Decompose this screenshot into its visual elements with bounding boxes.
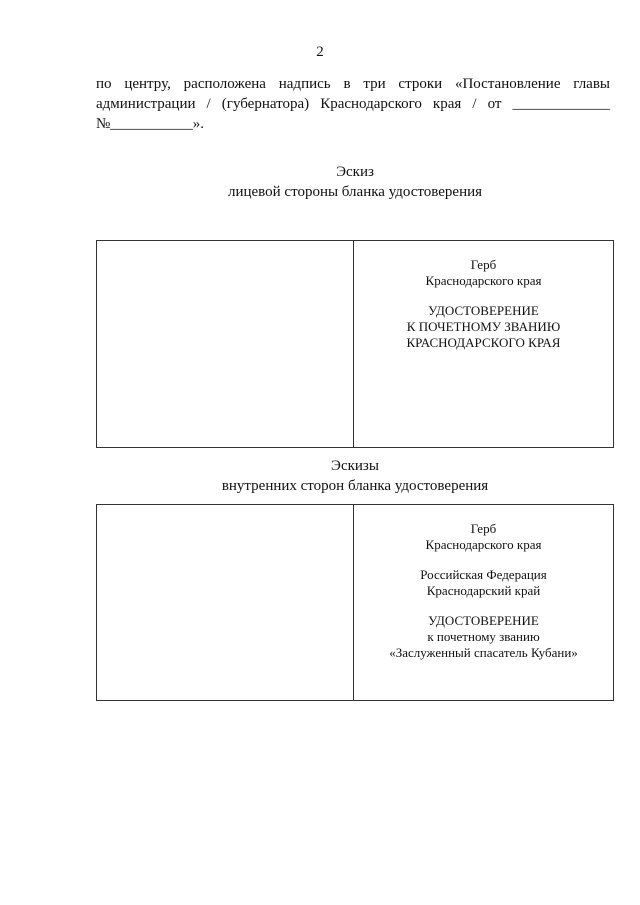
front-sketch-form [96, 240, 614, 448]
front-sketch-left-panel [97, 241, 354, 447]
front-emblem-line2: Краснодарского края [425, 273, 542, 288]
inner-sketch-heading-line1: Эскизы [331, 458, 379, 474]
intro-line-1: по центру, расположена надпись в три строки «Постановление главы [96, 76, 610, 92]
front-title-line3: КРАСНОДАРСКОГО КРАЯ [406, 335, 561, 350]
inner-title-line2: к почетному званию [427, 629, 540, 644]
inner-country-line1: Российская Федерация [420, 567, 547, 582]
inner-sketch-heading-line2: внутренних сторон бланка удостоверения [221, 478, 489, 494]
inner-emblem-line2: Краснодарского края [425, 537, 542, 552]
front-title-line2: К ПОЧЕТНОМУ ЗВАНИЮ [406, 319, 561, 334]
page-number: 2 [316, 44, 324, 60]
front-title-line1: УДОСТОВЕРЕНИЕ [428, 303, 539, 318]
inner-emblem-line1: Герб [470, 521, 497, 536]
front-emblem-line1: Герб [470, 257, 497, 272]
front-sketch-heading [0, 162, 640, 202]
front-sketch-heading-line2: лицевой стороны бланка удостоверения [227, 184, 483, 200]
inner-sketch-heading [0, 456, 640, 496]
inner-sketch-left-panel [97, 505, 354, 700]
intro-line-2: администрации / (губернатора) Краснодарского края / от _____________ [96, 96, 610, 112]
inner-title-line1: УДОСТОВЕРЕНИЕ [428, 613, 539, 628]
intro-line-3: №___________». [96, 116, 205, 132]
inner-sketch-form [96, 504, 614, 701]
inner-sketch-right-panel [354, 505, 613, 700]
inner-country-line2: Краснодарский край [426, 583, 541, 598]
front-sketch-heading-line1: Эскиз [336, 164, 374, 180]
intro-paragraph [96, 74, 610, 134]
front-sketch-right-panel [354, 241, 613, 447]
inner-title-line3: «Заслуженный спасатель Кубани» [389, 645, 578, 660]
